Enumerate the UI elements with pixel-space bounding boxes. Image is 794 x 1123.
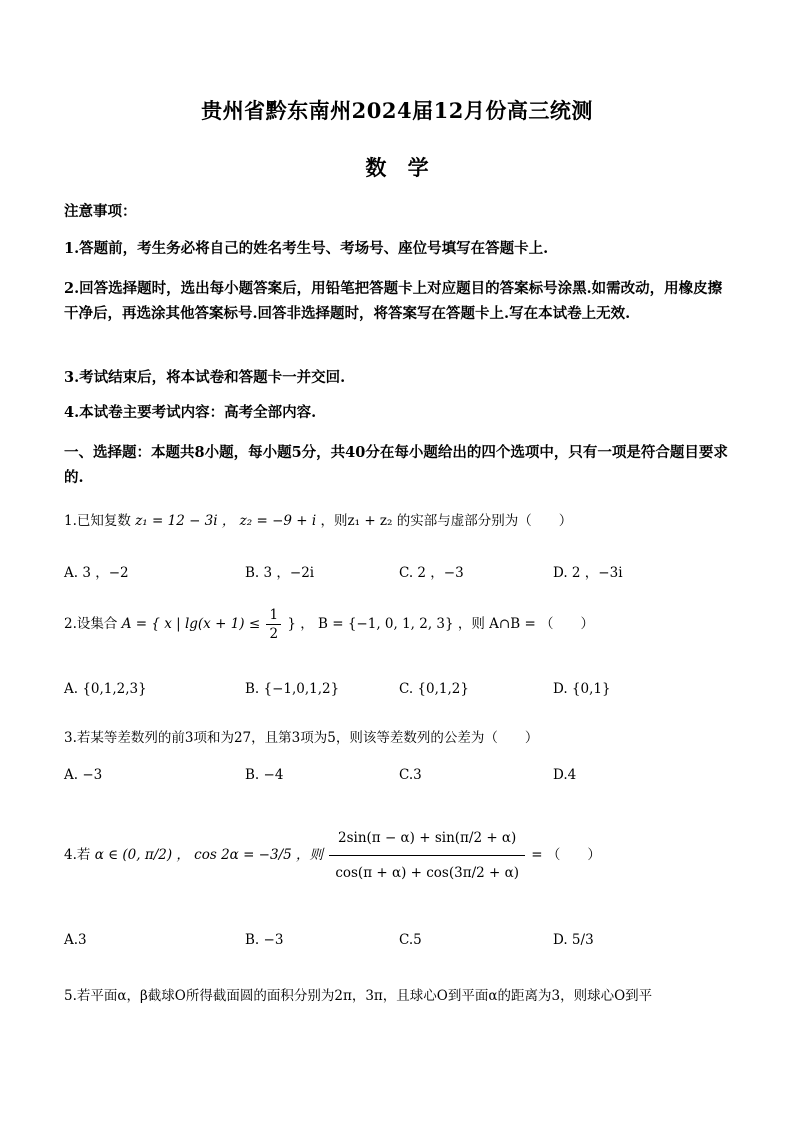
q3-option-c: C.3 — [399, 767, 422, 783]
subject-char-1: 数 — [365, 155, 387, 180]
section-heading: 一、选择题：本题共8小题，每小题5分，共40分在每小题给出的四个选项中，只有一项是符合题目要求的. — [64, 444, 728, 486]
note-item-4: 4.本试卷主要考试内容：高考全部内容. — [64, 404, 317, 421]
q1-option-a: A. 3 ，−2 — [64, 565, 129, 581]
q2-option-c: C. {0,1,2} — [399, 681, 469, 697]
q1-option-b: B. 3 ，−2i — [245, 565, 315, 581]
q1-prefix: 1.已知复数 — [64, 513, 131, 529]
q2-option-d: D. {0,1} — [553, 681, 611, 697]
q4-big-fraction — [329, 821, 525, 890]
q1-option-c: C. 2 ，−3 — [399, 565, 464, 581]
exam-title: 贵州省黔东南州2024届12月份高三统测 — [201, 98, 593, 123]
q4-numerator: 2sin(π − α) + sin(π/2 + α) — [329, 821, 525, 856]
q3-option-a: A. −3 — [64, 767, 103, 783]
notes-heading: 注意事项： — [64, 203, 137, 220]
q4-option-c: C.5 — [399, 932, 422, 948]
q3-option-d: D.4 — [553, 767, 577, 783]
q3-options — [64, 767, 736, 791]
q4-option-b: B. −3 — [245, 932, 284, 948]
q4-denominator: cos(π + α) + cos(3π/2 + α) — [335, 865, 519, 881]
q2-prefix: 2.设集合 — [64, 616, 118, 632]
q1-options — [64, 561, 736, 585]
q4-options — [64, 932, 736, 956]
q2-frac-num: 1 — [266, 606, 281, 625]
subject-char-2: 学 — [407, 155, 429, 180]
q2-option-a: A. {0,1,2,3} — [64, 681, 147, 697]
question-1 — [64, 510, 736, 532]
note-item-3: 3.考试结束后，将本试卷和答题卡一并交回. — [64, 369, 346, 386]
q4-prefix: 4.若 — [64, 847, 91, 863]
q2-options — [64, 681, 736, 705]
subject-title — [0, 152, 794, 182]
q2-set-a: A = { x | lg(x + 1) ≤ — [121, 616, 265, 632]
q2-option-b: B. {−1,0,1,2} — [245, 681, 340, 697]
q4-condition: α ∈ (0, π/2) ， cos 2α = −3/5 ，则 — [94, 847, 324, 863]
q1-suffix: ，则z₁ + z₂ 的实部与虚部分别为（ ） — [320, 513, 573, 529]
q2-frac-den: 2 — [269, 626, 279, 642]
q4-option-a: A.3 — [64, 932, 87, 948]
question-5: 5.若平面α，β截球O所得截面圆的面积分别为2π，3π，且球心O到平面α的距离为3，则球心O到平 — [64, 988, 653, 1004]
q3-option-b: B. −4 — [245, 767, 284, 783]
q4-suffix: = （ ） — [531, 847, 601, 863]
question-3: 3.若某等差数列的前3项和为27，且第3项为5，则该等差数列的公差为（ ） — [64, 730, 539, 746]
question-2 — [64, 603, 736, 645]
q2-set-b: } ， B = {−1, 0, 1, 2, 3} ，则 A∩B = （ ） — [287, 616, 595, 632]
q1-math: z₁ = 12 − 3i ， z₂ = −9 + i — [135, 513, 317, 529]
note-item-1: 1.答题前，考生务必将自己的姓名考生号、考场号、座位号填写在答题卡上. — [64, 240, 549, 257]
q4-option-d: D. 5/3 — [553, 932, 594, 948]
note-item-2: 2.回答选择题时，选出每小题答案后，用铅笔把答题卡上对应题目的答案标号涂黑.如需改动，用橡皮擦干净后，再选涂其他答案标号.回答非选择题时，将答案写在答题卡上.写在本试卷上无效. — [64, 280, 723, 322]
question-4 — [64, 818, 736, 892]
q1-option-d: D. 2 ，−3i — [553, 565, 623, 581]
q2-fraction — [266, 606, 281, 643]
